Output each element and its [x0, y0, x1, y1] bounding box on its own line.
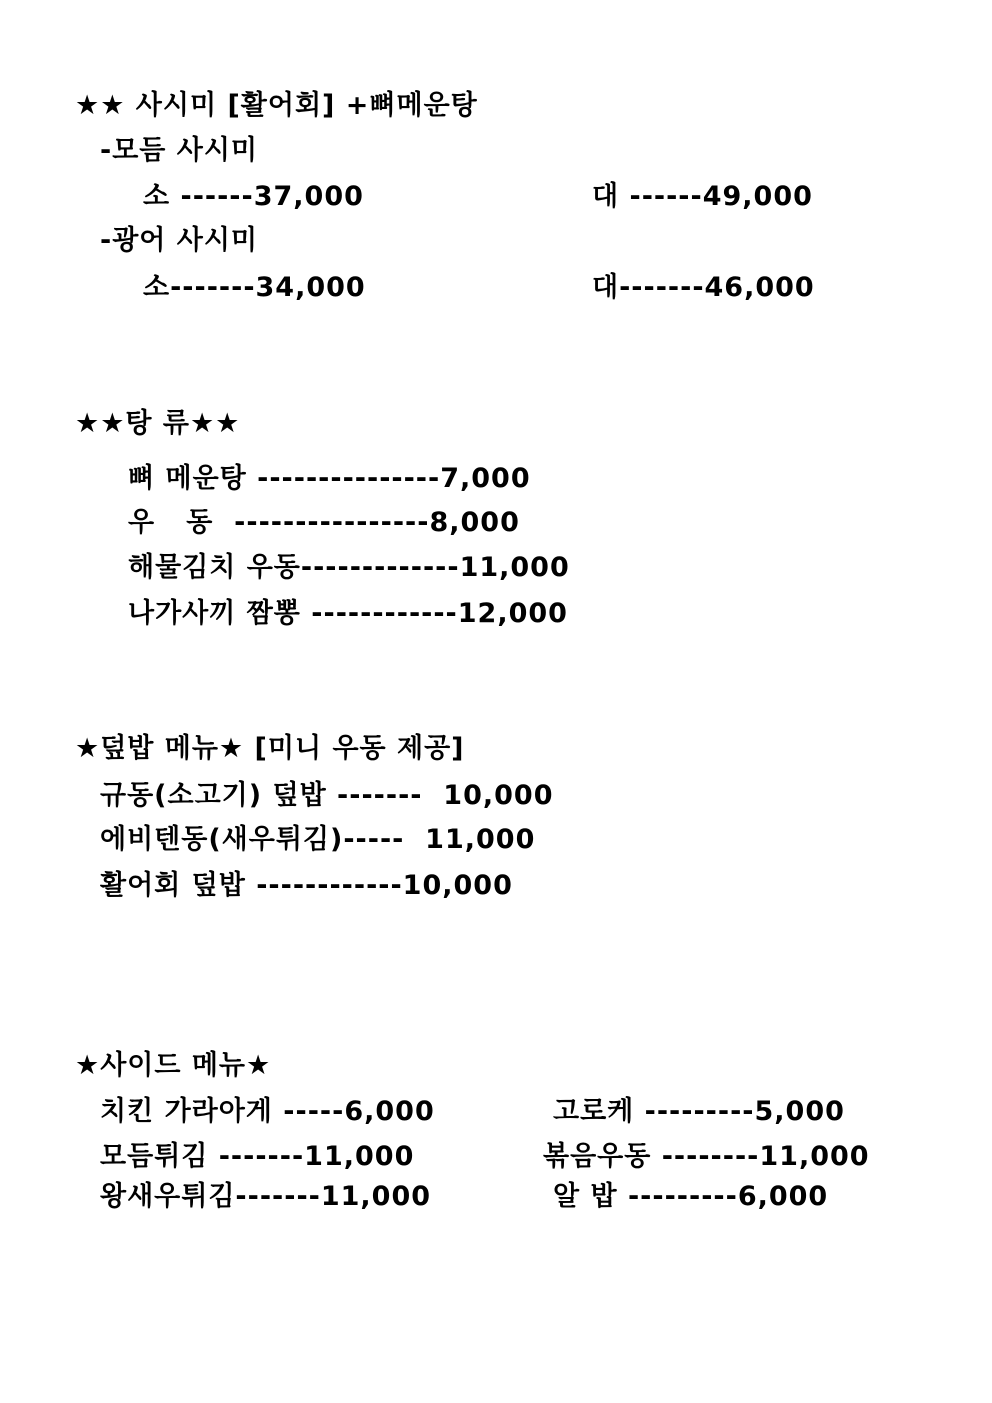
- soup-item: 해물김치 우동-------------11,000: [128, 552, 570, 583]
- soups-heading: ★★탕 류★★: [75, 408, 241, 439]
- donburi-item: 규동(소고기) 덮밥 ------- 10,000: [100, 780, 554, 811]
- donburi-item: 활어회 덮밥 ------------10,000: [100, 870, 513, 901]
- gwangeo-sashimi-large-price: 대-------46,000: [592, 272, 815, 303]
- side-item-right: 알 밥 ---------6,000: [553, 1181, 829, 1212]
- modeum-sashimi-small-price: 소 ------37,000: [143, 181, 364, 212]
- soup-item: 나가사끼 짬뽕 ------------12,000: [128, 598, 568, 629]
- gwangeo-sashimi-label: -광어 사시미: [100, 225, 259, 256]
- modeum-sashimi-label: -모듬 사시미: [100, 135, 259, 166]
- gwangeo-sashimi-small-price: 소-------34,000: [143, 272, 366, 303]
- side-menu-heading: ★사이드 메뉴★: [75, 1050, 272, 1081]
- side-item-left: 치킨 가라아게 -----6,000: [100, 1096, 435, 1127]
- donburi-heading: ★덮밥 메뉴★ [미니 우동 제공]: [75, 733, 465, 764]
- side-item-right: 볶음우동 --------11,000: [543, 1141, 870, 1172]
- modeum-sashimi-large-price: 대 ------49,000: [592, 181, 813, 212]
- soup-item: 뼈 메운탕 ---------------7,000: [128, 463, 531, 494]
- side-item-right: 고로케 ---------5,000: [553, 1096, 845, 1127]
- donburi-item: 에비텐동(새우튀김)----- 11,000: [100, 824, 536, 855]
- side-item-left: 모듬튀김 -------11,000: [100, 1141, 415, 1172]
- side-item-left: 왕새우튀김-------11,000: [100, 1181, 432, 1212]
- soup-item: 우 동 ----------------8,000: [128, 507, 520, 538]
- sashimi-heading: ★★ 사시미 [활어회] +뼈메운탕: [75, 90, 478, 121]
